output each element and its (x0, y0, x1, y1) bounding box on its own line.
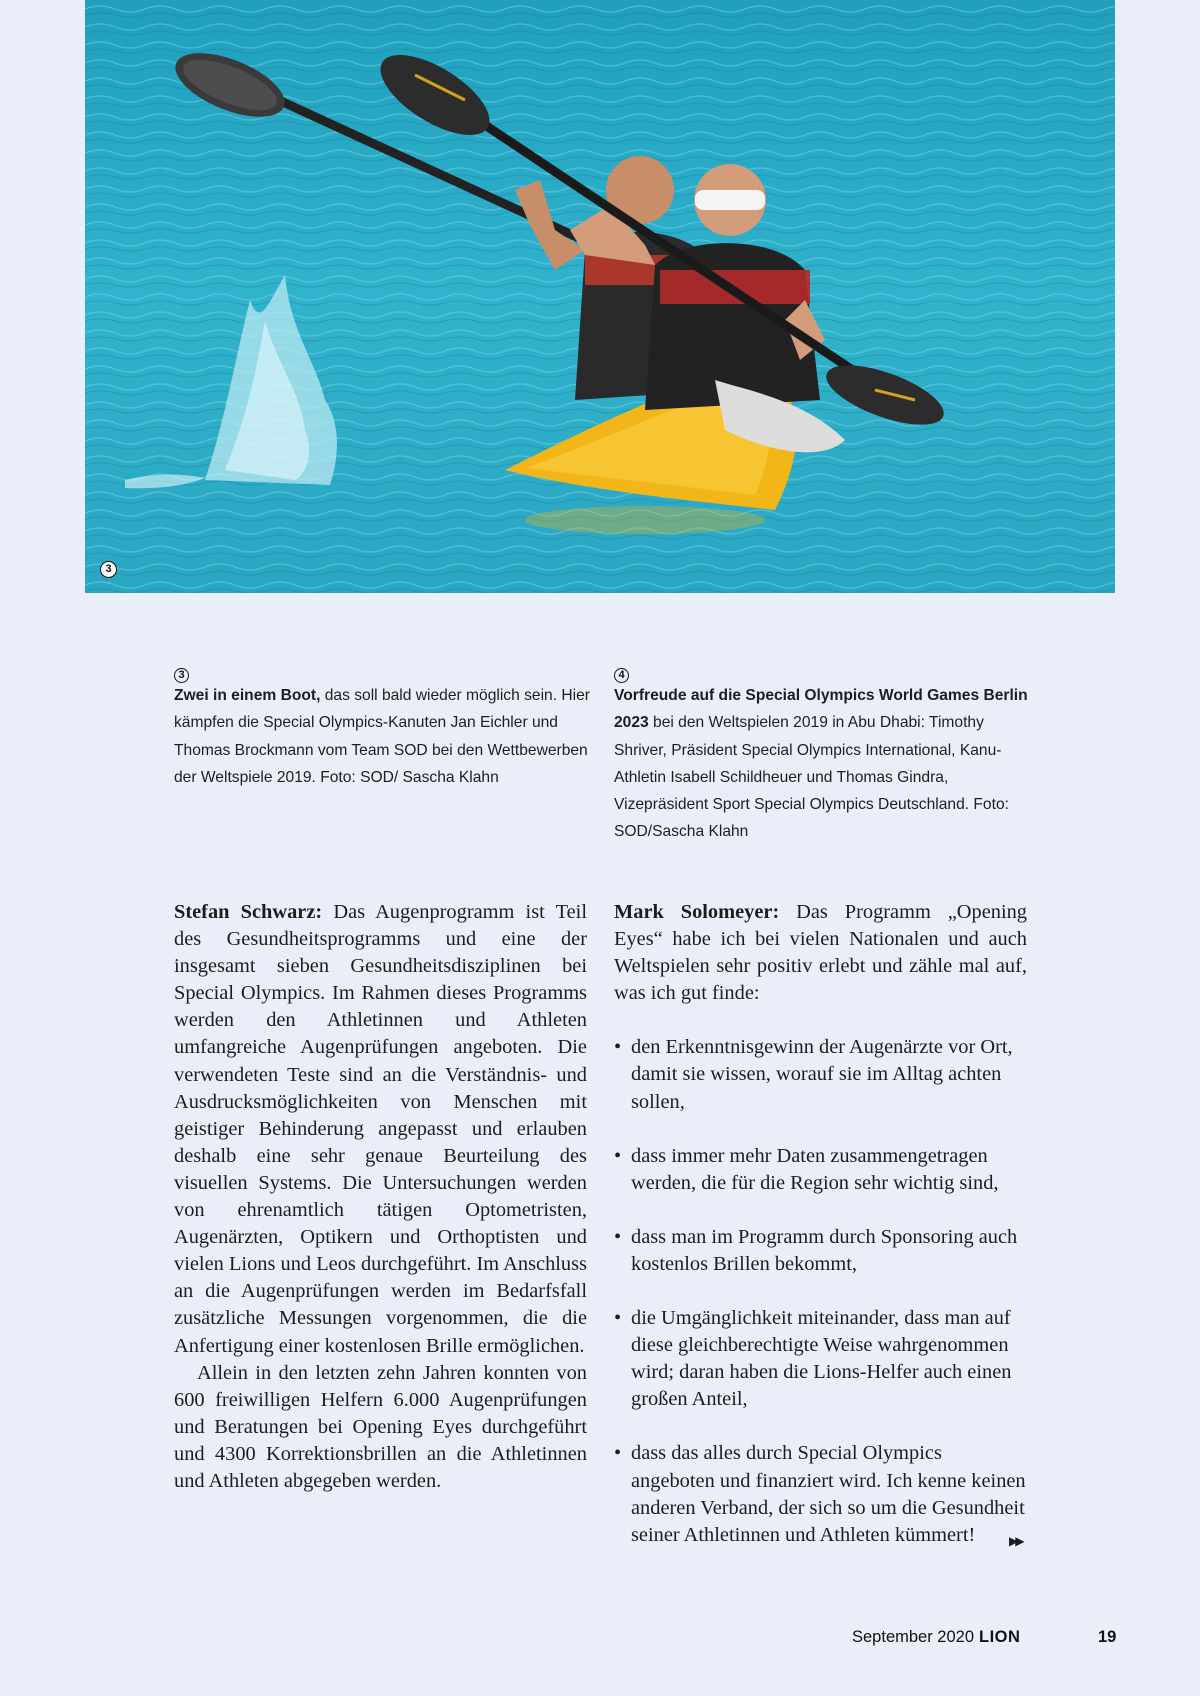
issue-date: September 2020 (852, 1628, 975, 1646)
caption-photo-4 (614, 660, 1034, 846)
caption-number-badge: 3 (174, 668, 189, 683)
paragraph-text: Das Augenprogramm ist Teil des Gesundheitsprogramms und eine der insgesamt sieben Gesundheitsdisziplinen bei Special Olympics. Im Rahmen dieses Programms werden den Athletinnen und Athleten umfangreiche Augenprüfungen angeboten. Die verwendeten Teste sind an die Verständnis- und Ausdrucksmöglichkeiten von Menschen mit geistiger Behinderung angepasst und erlauben deshalb eine sehr genaue Beurteilung des visuellen Systems. Die Untersuchungen werden von ehrenamtlich tätigen Optometristen, Augenärzten, Optikern und Orthoptisten und vielen Lions und Leos durchgeführt. Im Anschluss an die Augenprüfungen werden im Bedarfsfall zusätzliche Messungen vorgenommen, die die Anfertigung einer kostenlosen Brille ermöglichen. (174, 901, 587, 1357)
list-item: • dass immer mehr Daten zusammengetragen werden, die für die Region sehr wichtig sind, (614, 1143, 1027, 1197)
footer-issue (852, 1628, 1020, 1647)
kayak-photo-illustration (85, 0, 1115, 593)
list-item: • dass das alles durch Special Olympics angeboten und finanziert wird. Ich kenne keinen anderen Verband, der sich so um die Gesundheit seiner Athletinnen und Athleten kümmert! (614, 1440, 1027, 1548)
photo-number-badge: 3 (100, 561, 117, 578)
list-item: • die Umgänglichkeit miteinander, dass man auf diese gleichberechtigte Weise wahrgenommen wird; daran haben die Lions-Helfer auch einen großen Anteil, (614, 1305, 1027, 1413)
caption-photo-3 (174, 660, 594, 791)
paragraph (174, 899, 587, 1360)
paragraph-text: Das Programm „Opening Eyes“ habe ich bei vielen Nationalen und auch Weltspielen sehr positiv erlebt und zähle mal auf, was ich gut finde: (614, 901, 1027, 1005)
caption-number-badge: 4 (614, 668, 629, 683)
caption-lead: Zwei in einem Boot, (174, 687, 321, 704)
page-number: 19 (1098, 1628, 1117, 1646)
list-item: • dass man im Programm durch Sponsoring auch kostenlos Brillen bekommt, (614, 1224, 1027, 1278)
caption-text (174, 682, 594, 791)
caption-body: bei den Weltspielen 2019 in Abu Dhabi: Timothy Shriver, Präsident Special Olympics International, Kanu-Athletin Isabell Schildheuer und Thomas Gindra, Vizepräsident Sport Special Olympics Deutschland. Foto: SOD/Sascha Klahn (614, 714, 1009, 841)
paragraph: Allein in den letzten zehn Jahren konnten von 600 freiwilligen Helfern 6.000 Augenprüfungen und Beratungen bei Opening Eyes durchgeführt und 4300 Korrektionsbrillen an die Athletinnen und Athleten abgegeben werden. (174, 1361, 587, 1492)
article-column-left (174, 899, 587, 1495)
kayak-photo (85, 0, 1115, 593)
caption-lead: Vorfreude auf die Special Olympics World Games Berlin 2023 (614, 687, 1028, 732)
list-item: • den Erkenntnisgewinn der Augenärzte vor Ort, damit sie wissen, worauf sie im Alltag achten sollen, (614, 1034, 1027, 1115)
article-column-right (614, 899, 1027, 1576)
paragraph (614, 899, 1027, 1007)
continue-arrow-icon: ▶▶ (1009, 1534, 1022, 1548)
caption-body: das soll bald wieder möglich sein. Hier kämpfen die Special Olympics-Kanuten Jan Eichler und Thomas Brockmann vom Team SOD bei den Wettbewerben der Weltspiele 2019. Foto: SOD/ Sascha Klahn (174, 687, 590, 786)
speaker-name: Stefan Schwarz: (174, 901, 323, 923)
caption-text (614, 682, 1034, 846)
magazine-name: LION (979, 1628, 1021, 1646)
speaker-name: Mark Solomeyer: (614, 901, 780, 923)
bullet-list (614, 1034, 1027, 1548)
